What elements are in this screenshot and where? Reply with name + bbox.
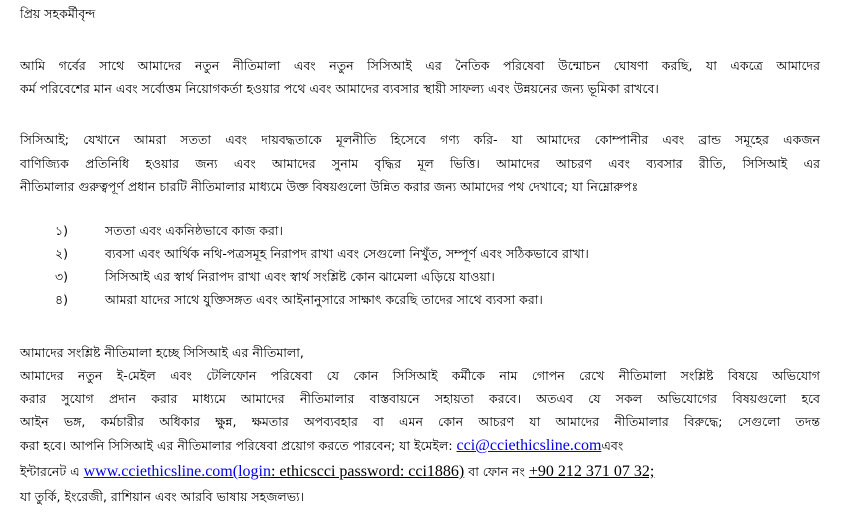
paragraph3-line6 xyxy=(20,461,654,483)
list-item-number: ৪) xyxy=(55,292,68,307)
list-item-number: ১) xyxy=(55,223,68,238)
paragraph3-line1: আমাদের সংশ্লিষ্ট নীতিমালা হচ্ছে সিসিআই এর নীতিমালা, xyxy=(20,345,304,360)
email-link[interactable]: cci@cciethicsline.com xyxy=(456,437,602,454)
paragraph1-line2: কর্ম পরিবেশের মান এবং সর্বোত্তম নিয়োগকর্তা হওয়ার পথে এবং আমাদের ব্যবসার স্থায়ী সাফল্য এবং উন্নয়নের জন্য ভূমিকা রাখবে। xyxy=(20,81,659,96)
paragraph3-line2: আমাদের নতুন ই-মেইল এবং টেলিফোন পরিষেবা যে কোন সিসিআই কর্মীকে নাম গোপন রেখে নীতিমালা সংশ্লিষ্ট বিষয়ে অভিযোগ xyxy=(20,368,820,383)
line5-suffix: এবং xyxy=(601,438,624,453)
phone-label: বা ফোন নং xyxy=(468,464,525,479)
paragraph3-line4: আইন ভঙ্গ, কর্মচারীর অধিকার ক্ষুন্ন, ক্ষমতার অপব্যবহার বা এমন কোন আচরণ যা আমাদের নীতিমালার বিরুদ্ধে; সেগুলো তদন্ত xyxy=(20,414,820,429)
paragraph3-line3: করার সুযোগ প্রদান করার মাধ্যমে আমাদের নীতিমালার বাস্তবায়নে সহায়তা করবে। অতএব যে সকল অভিযোগের বিষয়গুলো হবে xyxy=(20,391,820,406)
list-item-text: সিসিআই এর স্বার্থ নিরাপদ রাখা এবং স্বার্থ সংশ্লিষ্ট কোন ঝামেলা এড়িয়ে যাওয়া। xyxy=(105,269,495,284)
phone-number: +90 212 371 07 32; xyxy=(528,463,655,480)
list-item xyxy=(55,220,283,242)
paragraph2-line1: সিসিআই; যেখানে আমরা সততা এবং দায়বদ্ধতাকে মূলনীতি হিসেবে গণ্য করি- যা আমাদের কোম্পানীর এবং ব্রান্ড সমূহের একজন xyxy=(20,132,820,147)
list-item xyxy=(55,266,495,288)
paragraph2-line3: নীতিমালার গুরুত্বপূর্ণ প্রধান চারটি নীতিমালার মাধ্যমে উক্ত বিষয়গুলো উন্নিত করার জন্য আমাদের পথ দেখাবে; যা নিম্নোরুপঃ xyxy=(20,179,639,194)
list-item-text: ব্যবসা এবং আর্থিক নথি-পত্রসমূহ নিরাপদ রাখা এবং সেগুলো নিখুঁত, সম্পূর্ণ এবং সঠিকভাবে রাখা। xyxy=(105,246,589,261)
greeting: প্রিয় সহকর্মীবৃন্দ xyxy=(20,6,96,21)
document-page xyxy=(20,0,828,518)
list-item-number: ৩) xyxy=(55,269,69,284)
website-link[interactable]: www.cciethicsline.com(login xyxy=(83,463,271,480)
line5-prefix: করা হবে। আপনি সিসিআই এর নীতিমালার পরিষেবা প্রয়োগ করতে পারবেন; যা ইমেইল: xyxy=(20,438,453,453)
list-item-text: সততা এবং একনিষ্ঠভাবে কাজ করা। xyxy=(105,223,284,238)
list-item-text: আমরা যাদের সাথে যুক্তিসঙ্গত এবং আইনানুসারে সাক্ষাৎ করেছি তাদের সাথে ব্যবসা করা। xyxy=(105,292,543,307)
line6-prefix: ইন্টারনেট এ xyxy=(20,464,80,479)
paragraph3-line7: যা তুর্কি, ইংরেজী, রাশিয়ান এবং আরবি ভাষায় সহজলভ্য। xyxy=(20,489,305,504)
paragraph2-line2: বাণিজ্যিক প্রতিনিধি হওয়ার জন্য এবং আমাদের সুনাম বৃদ্ধির মূল ভিত্তি। আমাদের আচরণ এবং ব্যবসার রীতি, সিসিআই এর xyxy=(20,156,820,171)
paragraph3-line5 xyxy=(20,435,623,457)
paragraph1-line1: আমি গর্বের সাথে আমাদের নতুন নীতিমালা এবং নতুন সিসিআই এর নৈতিক পরিষেবা উন্মোচন ঘোষণা করছি, যা একত্রে আমাদের xyxy=(20,58,820,73)
list-item xyxy=(55,289,543,311)
list-item-number: ২) xyxy=(55,246,69,261)
list-item xyxy=(55,243,589,265)
login-credentials: : ethicscci password: cci1886) xyxy=(270,463,465,480)
